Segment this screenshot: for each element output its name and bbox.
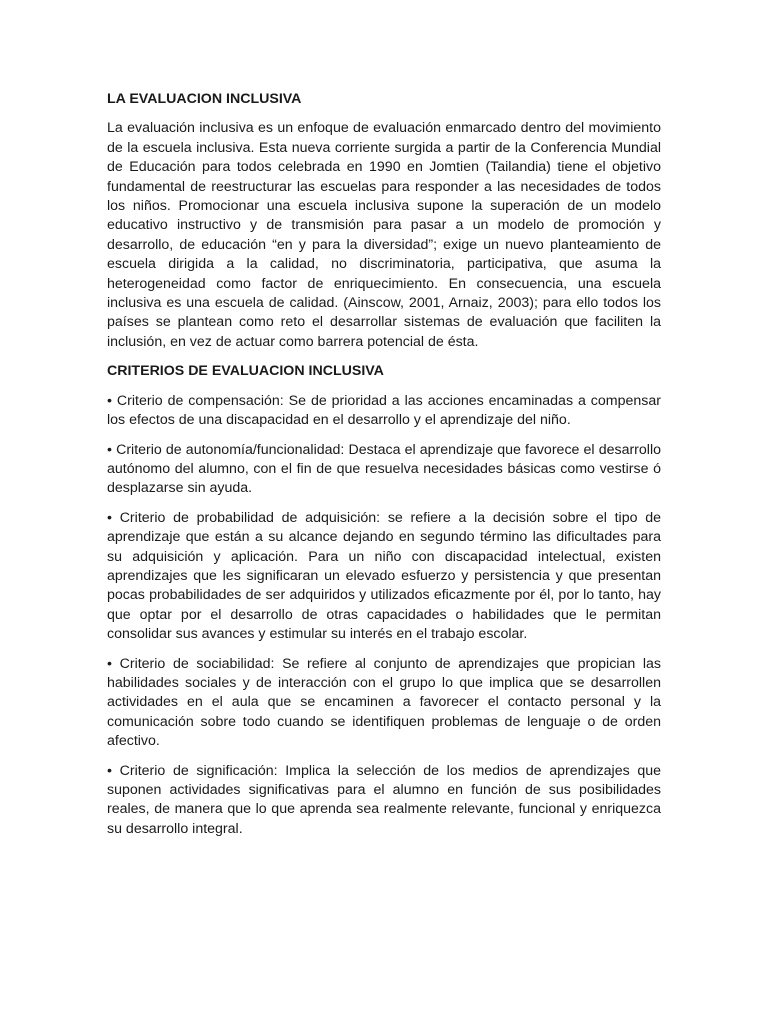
section-title-criterios: CRITERIOS DE EVALUACION INCLUSIVA xyxy=(107,363,384,380)
intro-paragraph: La evaluación inclusiva es un enfoque de evaluación enmarcado dentro del movimiento de la escuela inclusiva. Esta nueva corriente surgida a partir de la Conferencia Mundial de Educación para todos celebrada en 1990 en Jomtien (Tailandia) tiene el objetivo fundamental de reestructurar las escuelas para responder a las necesidades de todos los niños. Promocionar una escuela inclusiva supone la superación de un modelo educativo instructivo y de transmisión para pasar a un modelo de promoción y desarrollo, de educación “en y para la diversidad”; exige un nuevo planteamiento de escuela dirigida a la calidad, no discriminatoria, participativa, que asuma la heterogeneidad como factor de enriquecimiento. En consecuencia, una escuela inclusiva es una escuela de calidad. (Ainscow, 2001, Arnaiz, 2003); para ello todos los países se plantean como reto el desarrollar sistemas de evaluación que faciliten la inclusión, en vez de actuar como barrera potencial de ésta. xyxy=(107,120,661,350)
criterion-probabilidad: • Criterio de probabilidad de adquisición: se refiere a la decisión sobre el tipo de aprendizaje que están a su alcance dejando en segundo término las dificultades para su adquisición y aplicación. Para un niño con discapacidad intelectual, existen aprendizajes que les significaran un elevado esfuerzo y persistencia y que presentan pocas probabilidades de ser adquiridos y utilizados eficazmente por él, por lo tanto, hay que optar por el desarrollo de otras capacidades o habilidades que le permitan consolidar sus avances y estimular su interés en el trabajo escolar. xyxy=(107,509,661,643)
criterion-compensacion: • Criterio de compensación: Se de prioridad a las acciones encaminadas a compensar los efectos de una discapacidad en el desarrollo y el aprendizaje del niño. xyxy=(107,392,661,429)
section-title-evaluacion-inclusiva: LA EVALUACION INCLUSIVA xyxy=(107,91,302,107)
criterion-autonomia: • Criterio de autonomía/funcionalidad: Destaca el aprendizaje que favorece el desarrollo autónomo del alumno, con el fin de que resuelva necesidades básicas como vestirse ó desplazarse sin ayuda. xyxy=(107,441,661,497)
criterion-sociabilidad: • Criterio de sociabilidad: Se refiere al conjunto de aprendizajes que propician las habilidades sociales y de interacción con el grupo lo que implica que se desarrollen actividades en el aula que se encaminen a favorecer el contacto personal y la comunicación sobre todo cuando se identifiquen problemas de lenguaje o de orden afectivo. xyxy=(107,655,661,750)
criterion-significacion: • Criterio de significación: Implica la selección de los medios de aprendizajes que suponen actividades significativas para el alumno en función de sus posibilidades reales, de manera que lo que aprenda sea realmente relevante, funcional y enriquezca su desarrollo integral. xyxy=(107,762,661,837)
document-page xyxy=(107,90,661,849)
